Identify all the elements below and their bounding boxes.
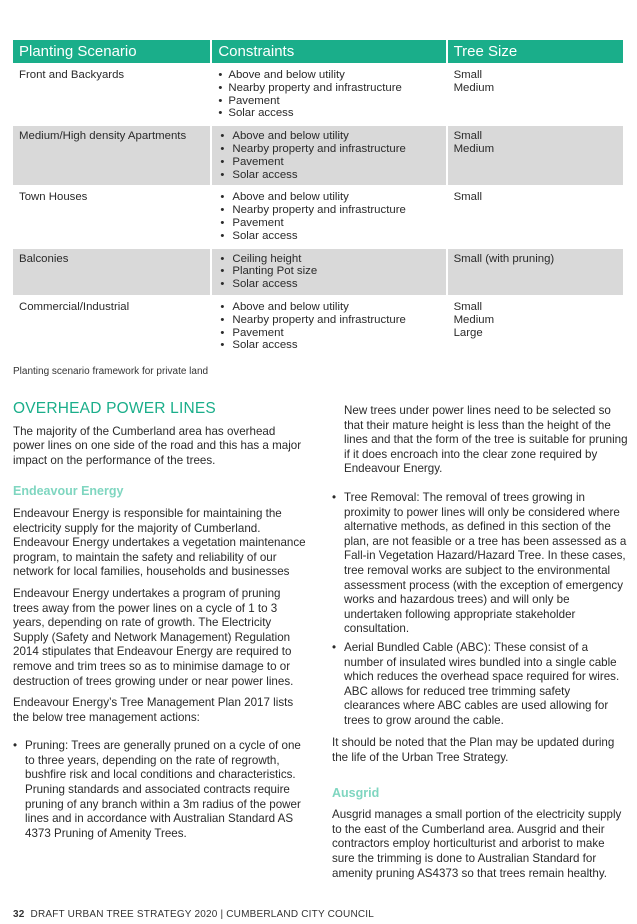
table-row [13,187,623,246]
constraint-item: • Solar access [218,230,439,243]
scenario-cell: Town Houses [19,191,88,204]
page-number: 32 [13,909,25,920]
constraint-item: • Solar access [218,339,439,352]
constraints-cell [212,249,445,295]
constraint-item: • Solar access [218,169,439,182]
constraint-item: • Pavement [218,156,439,169]
size-item: Small (with pruning) [453,252,555,265]
header-tree-size: Tree Size [448,40,623,63]
paragraph: New trees under power lines need to be selected so that their mature height is less than the height of the lines and that the form of the tree is suitable for pruning if it does encroach into the clear zone required by Endeavour Energy. [344,404,628,476]
constraints-cell [212,187,445,246]
constraint-item: • Planting Pot size [218,265,439,278]
constraint-item: • Pavement [218,217,439,230]
subheading-endeavour-energy: Endeavour Energy [13,484,124,499]
constraint-item: • Nearby property and infrastructure [218,82,439,95]
planting-scenario-table [13,40,623,356]
constraints-cell [212,126,445,185]
footer-text: DRAFT URBAN TREE STRATEGY 2020 | CUMBERLAND CITY COUNCIL [30,909,375,920]
size-item: Medium [453,81,495,94]
scenario-cell: Commercial/Industrial [19,300,130,313]
bullet-list [332,491,628,729]
left-column [13,402,309,849]
size-item: Medium [453,313,495,326]
section-heading: OVERHEAD POWER LINES [13,400,216,417]
intro-paragraph: The majority of the Cumberland area has overhead power lines on one side of the road and this has a major impact on the performance of the trees. [13,424,302,467]
bullet-pruning: • Pruning: Trees are generally pruned on a cycle of one to three years, depending on the rate of regrowth, bushfire risk and local conditions and characteristics. Pruning standards and associated contracts require pruning of any branch within a 3m radius of the power lines and in accordance with Australian Standard AS 4373 Pruning of Amenity Trees. [13,739,309,841]
constraint-item: • Above and below utility [218,301,439,314]
page-footer [13,909,374,920]
header-planting-scenario: Planting Scenario [13,40,210,63]
tree-size-cell [448,297,623,356]
constraint-item: • Ceiling height [218,253,439,266]
tree-size-cell [448,126,623,185]
constraint-item: • Pavement [218,327,439,340]
size-item: Medium [453,142,495,155]
bullet-abc: • Aerial Bundled Cable (ABC): These consist of a number of insulated wires bundled into a single cable which reduces the overhead space required for wires. ABC allows for reduced tree trimming safety clearances where ABC cables are used allowing for trees to grow around the cable. [332,641,628,729]
size-item: Small [453,300,483,313]
tree-size-cell [448,187,623,246]
paragraph: Endeavour Energy undertakes a program of pruning trees away from the power lines on a cycle of 1 to 3 years, depending on rate of growth. The Electricity Supply (Safety and Network Management) Regulation 2014 stipulates that Endeavour Energy are required to remove and trim trees so as to minimise damage to or destruction of trees growing under or near power lines. [13,586,294,688]
table-header [13,40,623,63]
constraint-item: • Nearby property and infrastructure [218,204,439,217]
tree-size-cell [448,65,623,124]
paragraph: Ausgrid manages a small portion of the electricity supply to the east of the Cumberland area. Ausgrid and their contractors employ horticulturist and arborist to make sure the trimming is done to Australian Standard for amenity pruning AS4373 so that trees remain healthy. [332,808,622,880]
scenario-cell: Medium/High density Apartments [13,126,210,185]
constraint-item: • Nearby property and infrastructure [218,314,439,327]
table-row [13,297,623,356]
constraints-cell [212,65,445,124]
paragraph: Endeavour Energy is responsible for maintaining the electricity supply for the majority of Cumberland. Endeavour Energy undertakes a vegetation maintenance program, to maintain the safety and reliability of our network for local families, households and businesses [13,506,306,579]
constraint-item: • Nearby property and infrastructure [218,143,439,156]
constraint-item: • Above and below utility [218,69,439,82]
header-constraints: Constraints [212,40,445,63]
bullet-list [13,739,309,841]
paragraph: Endeavour Energy’s Tree Management Plan 2017 lists the below tree management actions: [13,696,294,724]
subheading-ausgrid: Ausgrid [332,785,380,800]
scenario-cell: Front and Backyards [19,69,125,81]
tree-size-cell [448,249,623,295]
size-item: Small [453,130,483,143]
size-item: Large [453,326,483,339]
table-row [13,65,623,124]
constraint-item: • Above and below utility [218,191,439,204]
table-caption: Planting scenario framework for private land [13,366,209,377]
constraint-item: • Above and below utility [218,130,439,143]
constraint-item: • Solar access [218,107,439,120]
constraint-item: • Solar access [218,278,439,291]
paragraph: It should be noted that the Plan may be updated during the life of the Urban Tree Strategy. [332,736,615,765]
table-row [13,126,623,185]
right-column [332,404,628,888]
constraints-cell [212,297,445,356]
bullet-tree-removal: • Tree Removal: The removal of trees growing in proximity to power lines will only be considered where alternative methods, as defined in this section of the plan, are not feasible or a tree has been assessed as a Fall-in Vegetation Hazard/Hazard Tree. In these cases, tree removal works are subject to the environmental assessment process (with the exception of emergency works and hazardous trees) and will only be undertaken following appropriate stakeholder consultation. [332,491,628,637]
scenario-cell: Balconies [13,249,210,295]
table-row [13,249,623,295]
constraint-item: • Pavement [218,95,439,108]
size-item: Small [453,69,483,81]
size-item: Small [453,191,483,204]
